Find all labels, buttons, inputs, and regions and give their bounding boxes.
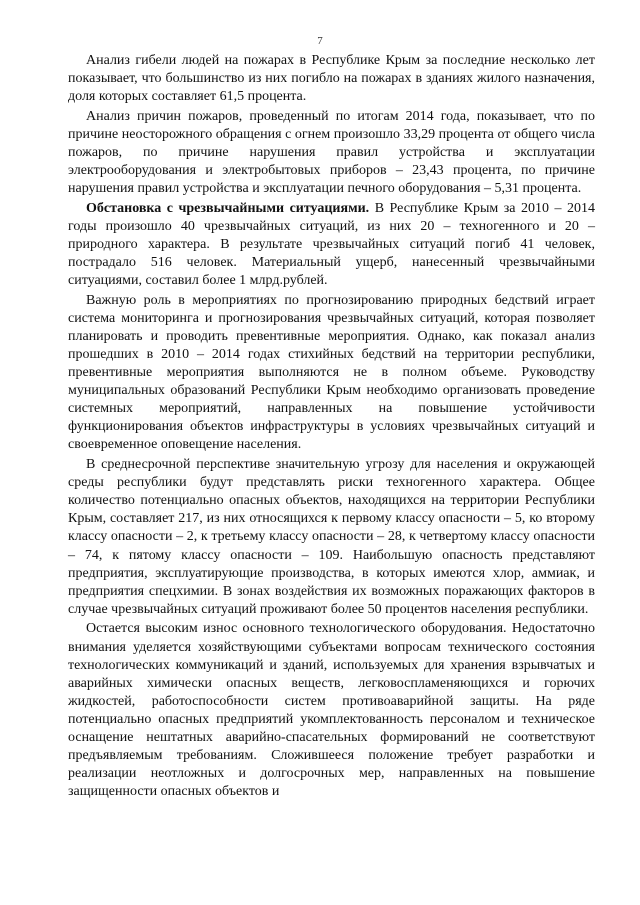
paragraph-lead: Обстановка с чрезвычайными ситуациями.: [86, 200, 370, 216]
paragraph-text: Важную роль в мероприятиях по прогнозированию природных бедствий играет система мониторинга и прогнозирования чрезвычайных ситуаций, которая позволяет планировать и проводить превентивные мероприятия. Однако, как показал анализ прошедших в 2010 – 2014 годах стихийных бедствий на территории республики, превентивные мероприятия выполняются не в полном объеме. Руководству муниципальных образований Республики Крым необходимо организовать проведение системных мероприятий, направленных на повышение устойчивости функционирования объектов инфраструктуры в условиях чрезвычайных ситуаций и своевременное оповещение населения.: [68, 292, 595, 453]
page-number: 7: [317, 35, 323, 47]
paragraph-fire-causes: [68, 108, 595, 198]
paragraph-monitoring: [68, 292, 595, 455]
paragraph-technogenic-risks: [68, 456, 595, 619]
paragraph-text: Остается высоким износ основного технологического оборудования. Недостаточно внимания уделяется хозяйствующими субъектами вопросам технического состояния технологических коммуникаций и зданий, используемых для хранения взрывчатых и аварийных химически опасных веществ, легковоспламеняющихся и горючих жидкостей, работоспособности систем противоаварийной защиты. На ряде потенциально опасных предприятий укомплектованность персоналом и техническое оснащение нештатных аварийно-спасательных формирований не соответствуют предъявляемым требованиям. Сложившееся положение требует разработки и реализации неотложных и долгосрочных мер, направленных на повышение защищенности опасных объектов и: [68, 621, 595, 800]
paragraph-equipment-wear: [68, 620, 595, 801]
paragraph-text: Анализ причин пожаров, проведенный по итогам 2014 года, показывает, что по причине неосторожного обращения с огнем произошло 33,29 процента от общего числа пожаров, по причине нарушения правил устройства и эксплуатации электрооборудования и электробытовых приборов – 23,43 процента, по причине нарушения правил устройства и эксплуатации печного оборудования – 5,31 процента.: [68, 108, 595, 197]
paragraph-text: В среднесрочной перспективе значительную угрозу для населения и окружающей среды республики будут представлять риски техногенного характера. Общее количество потенциально опасных объектов, находящихся на территории Республики Крым, составляет 217, из них относящихся к первому классу опасности – 5, ко второму классу опасности – 2, к третьему классу опасности – 28, к четвертому классу опасности – 74, к пятому классу опасности – 109. Наибольшую опасность представляют предприятия, эксплуатирующие производства, в которых имеются хлор, аммиак, и предприятия спецхимии. В зонах воздействия их возможных поражающих факторов в случае чрезвычайных ситуаций проживают более 50 процентов населения республики.: [68, 457, 595, 617]
document-body: [68, 52, 595, 803]
paragraph-text: В Республике Крым за 2010 – 2014 годы произошло 40 чрезвычайных ситуаций, из них 20 – техногенного и 20 – природного характера. В результате чрезвычайных ситуаций погиб 41 человек, пострадало 516 человек. Материальный ущерб, нанесенный чрезвычайными ситуациями, составил более 1 млрд.рублей.: [68, 200, 596, 289]
paragraph-emergency-situation: [68, 200, 595, 290]
paragraph-text: Анализ гибели людей на пожарах в Республике Крым за последние несколько лет показывает, что большинство из них погибло на пожарах в зданиях жилого назначения, доля которых составляет 61,5 процента.: [68, 53, 595, 105]
paragraph-fire-deaths: [68, 52, 595, 106]
